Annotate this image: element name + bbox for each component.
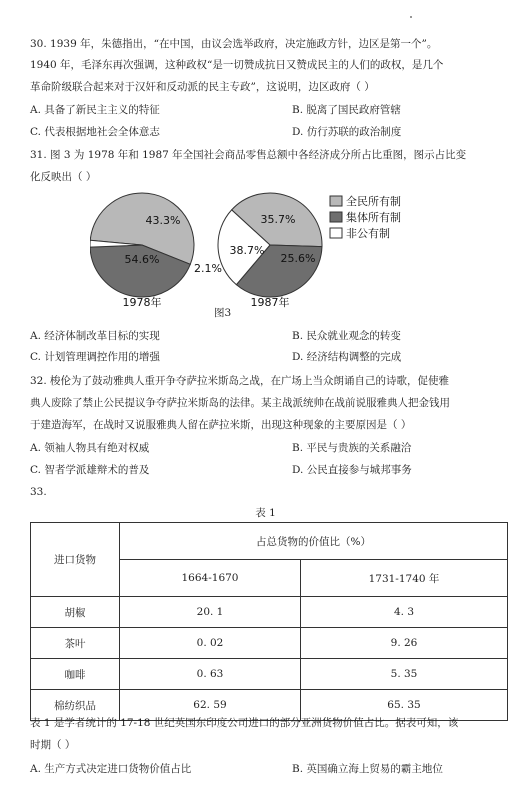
q31-option-c: C. 计划管理调控作用的增强 (30, 351, 160, 363)
q31-option-a: A. 经济体制改革目标的实现 (30, 330, 160, 342)
q30-option-c: C. 代表根据地社会全体意志 (30, 126, 160, 138)
table-cell-value: 62. 59 (120, 690, 301, 721)
q32-option-d: D. 公民直接参与城邦事务 (292, 464, 412, 476)
legend-swatch (330, 196, 342, 206)
table-cell-item: 胡椒 (31, 597, 120, 628)
pie-slice-label: 54.6% (124, 253, 160, 266)
table-header-goods: 进口货物 (31, 523, 120, 597)
import-value-table (30, 522, 508, 721)
table-row (31, 628, 508, 659)
q32-option-c: C. 智者学派雄辩术的普及 (30, 464, 150, 476)
q33-line-2: 时期（ ） (30, 739, 76, 751)
q31-line-2: 化反映出（ ） (30, 171, 97, 183)
table-title: 表 1 (255, 507, 276, 519)
table-cell-value: 0. 63 (120, 659, 301, 690)
q30-option-b: B. 脱离了国民政府管辖 (292, 104, 401, 116)
table-cell-item: 茶叶 (31, 628, 120, 659)
q30-line-1: 30. 1939 年，朱德指出，“在中国，由议会选举政府，决定施政方针，边区是第一个”。 (30, 38, 438, 50)
pie-slice-label: 35.7% (260, 213, 296, 226)
table-cell-value: 5. 35 (301, 659, 508, 690)
q33-option-b: B. 英国确立海上贸易的霸主地位 (292, 763, 443, 775)
pie-year-label: 1987年 (250, 296, 290, 309)
legend-label: 非公有制 (346, 227, 390, 240)
table-cell-value: 9. 26 (301, 628, 508, 659)
scan-dot (410, 16, 412, 18)
q30-line-3: 革命阶级联合起来对于汉奸和反动派的民主专政”，这说明，边区政府（ ） (30, 81, 375, 93)
pie-slice-label: 38.7% (229, 244, 265, 257)
q31-option-d: D. 经济结构调整的完成 (292, 351, 402, 363)
table-cell-item: 咖啡 (31, 659, 120, 690)
table-header-value: 占总货物的价值比（%） (120, 523, 508, 560)
q33-option-a: A. 生产方式决定进口货物价值占比 (30, 763, 192, 775)
q31-option-b: B. 民众就业观念的转变 (292, 330, 401, 342)
legend-swatch (330, 228, 342, 238)
table-cell-item: 棉纺织品 (31, 690, 120, 721)
pie-slice-label: 2.1% (194, 262, 222, 275)
pie-slice-label: 25.6% (280, 252, 316, 265)
table-cell-value: 4. 3 (301, 597, 508, 628)
pie-slice-label: 43.3% (145, 214, 181, 227)
legend-swatch (330, 212, 342, 222)
q30-option-d: D. 仿行苏联的政治制度 (292, 126, 402, 138)
figure-caption: 图3 (214, 307, 232, 319)
q33-number: 33. (30, 486, 47, 498)
q32-line-2: 典人废除了禁止公民提议争夺萨拉米斯岛的法律。某主战派统帅在战前说服雅典人把金钱用 (30, 397, 450, 409)
table-header-period-2: 1731-1740 年 (301, 560, 508, 597)
q32-line-1: 32. 梭伦为了鼓动雅典人重开争夺萨拉米斯岛之战，在广场上当众朗诵自己的诗歌，促使雅 (30, 375, 450, 387)
table-row (31, 659, 508, 690)
q32-option-b: B. 平民与贵族的关系融洽 (292, 442, 412, 454)
legend-label: 全民所有制 (346, 195, 401, 208)
q30-option-a: A. 具备了新民主主义的特征 (30, 104, 160, 116)
q30-line-2: 1940 年，毛泽东再次强调，这种政权“是一切赞成抗日又赞成民主的人们的政权，是几个 (30, 59, 444, 71)
q32-line-3: 于建造海军，在战时又说服雅典人留在萨拉米斯，出现这种现象的主要原因是（ ） (30, 419, 412, 431)
q32-option-a: A. 领袖人物具有绝对权威 (30, 442, 150, 454)
table-header-period-1: 1664-1670 (120, 560, 301, 597)
table-cell-value: 20. 1 (120, 597, 301, 628)
pie-charts-figure (90, 190, 430, 325)
table-cell-value: 0. 02 (120, 628, 301, 659)
table-cell-value: 65. 35 (301, 690, 508, 721)
q31-line-1: 31. 图 3 为 1978 年和 1987 年全国社会商品零售总额中各经济成分所占比重图，图示占比变 (30, 149, 467, 161)
legend-label: 集体所有制 (346, 211, 401, 224)
table-row (31, 597, 508, 628)
pie-year-label: 1978年 (122, 296, 162, 309)
q33-line-1: 表 1 是学者统计的 17-18 世纪英国东印度公司进口的部分亚洲货物价值占比。据表可知，该 (30, 717, 459, 729)
